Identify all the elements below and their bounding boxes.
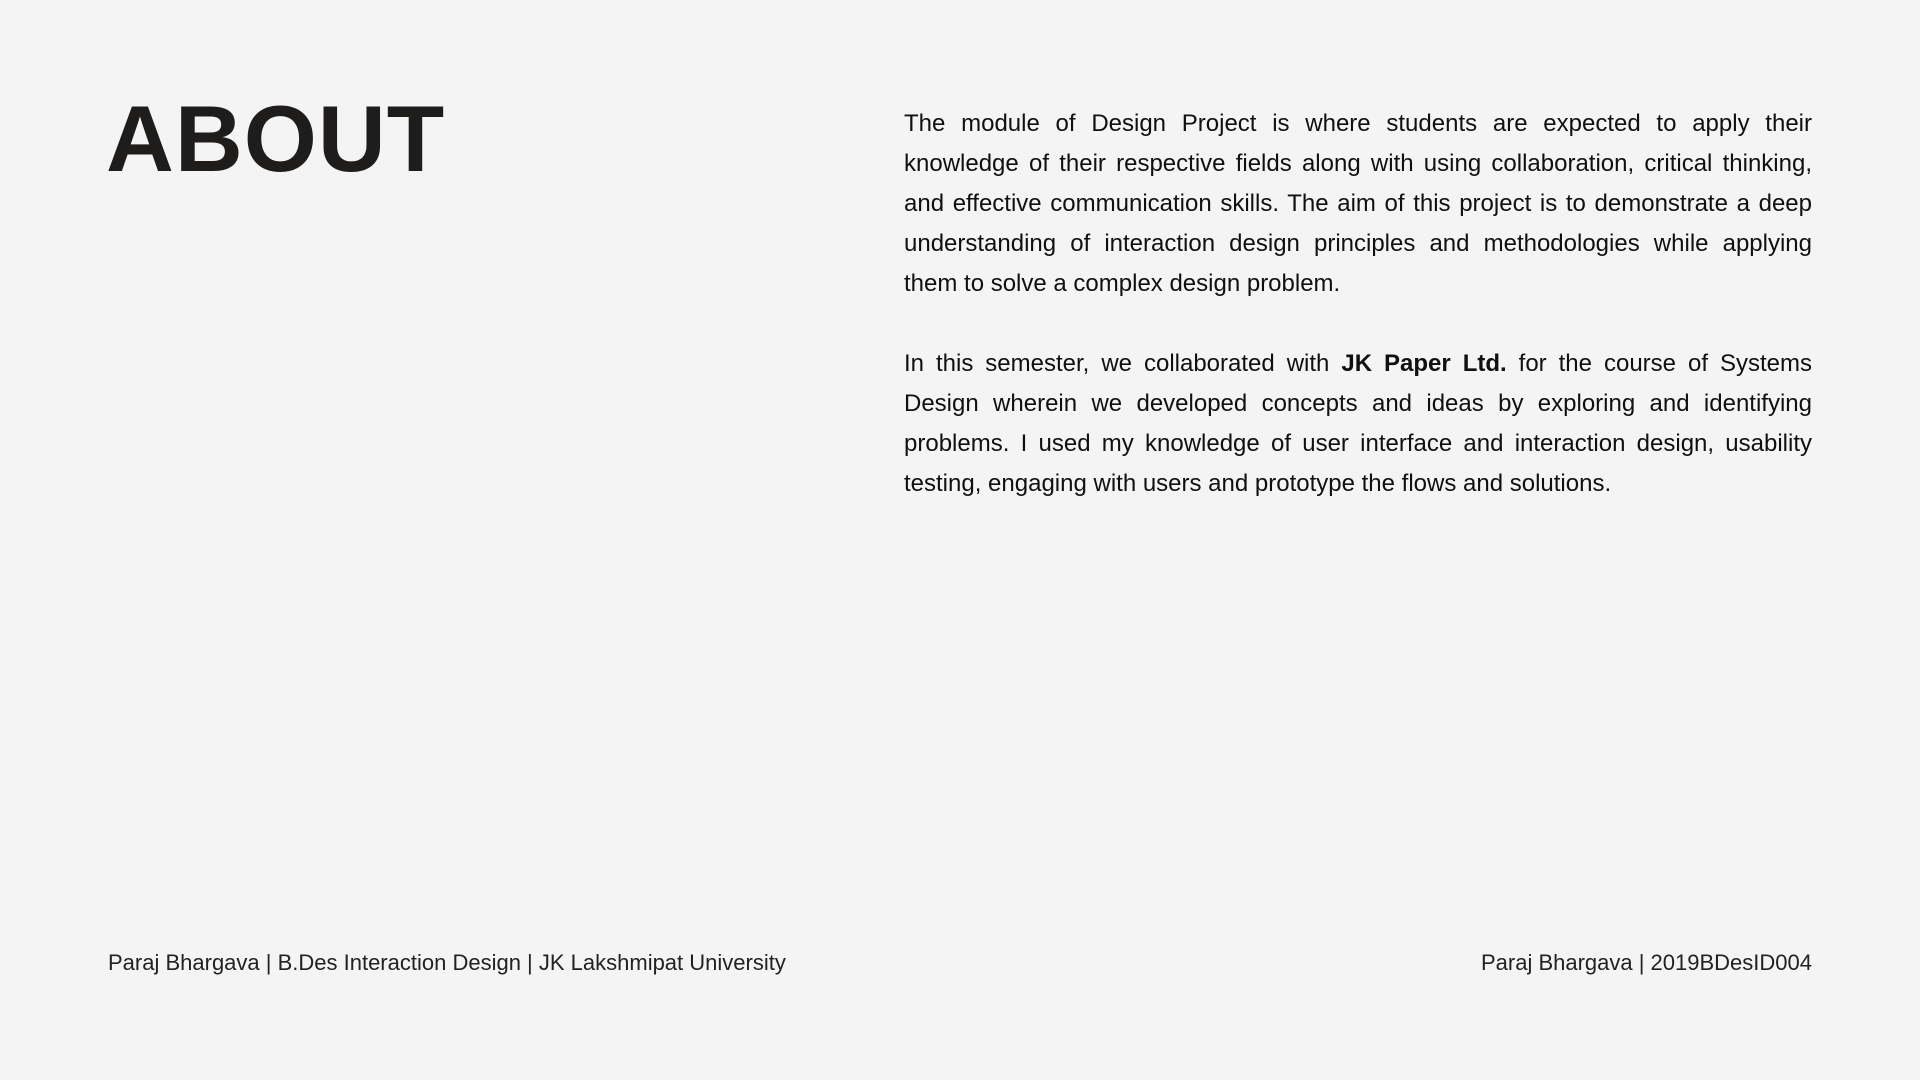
company-name: JK Paper Ltd. — [1341, 350, 1507, 377]
about-description — [904, 104, 1812, 504]
footer-author-id: Paraj Bhargava | 2019BDesID004 — [1480, 950, 1812, 975]
intro-paragraph: The module of Design Project is where students are expected to apply their knowledge of their respective fields along with using collaboration, critical thinking, and effective communication skills. The aim of this project is to demonstrate a deep understanding of interaction design principles and methodologies while applying them to solve a complex design problem. — [904, 110, 1812, 297]
footer-author-program: Paraj Bhargava | B.Des Interaction Design | JK Lakshmipat University — [108, 950, 786, 975]
page-title: ABOUT — [106, 86, 446, 191]
collaboration-paragraph — [904, 344, 1812, 504]
collaboration-text-after: for the course of Systems Design wherein we developed concepts and ideas by exploring and identifying problems. I used my knowledge of user interface and interaction design, usability testing, engaging with users and prototype the flows and solutions. — [904, 350, 1812, 497]
collaboration-text-before: In this semester, we collaborated with — [904, 350, 1342, 377]
